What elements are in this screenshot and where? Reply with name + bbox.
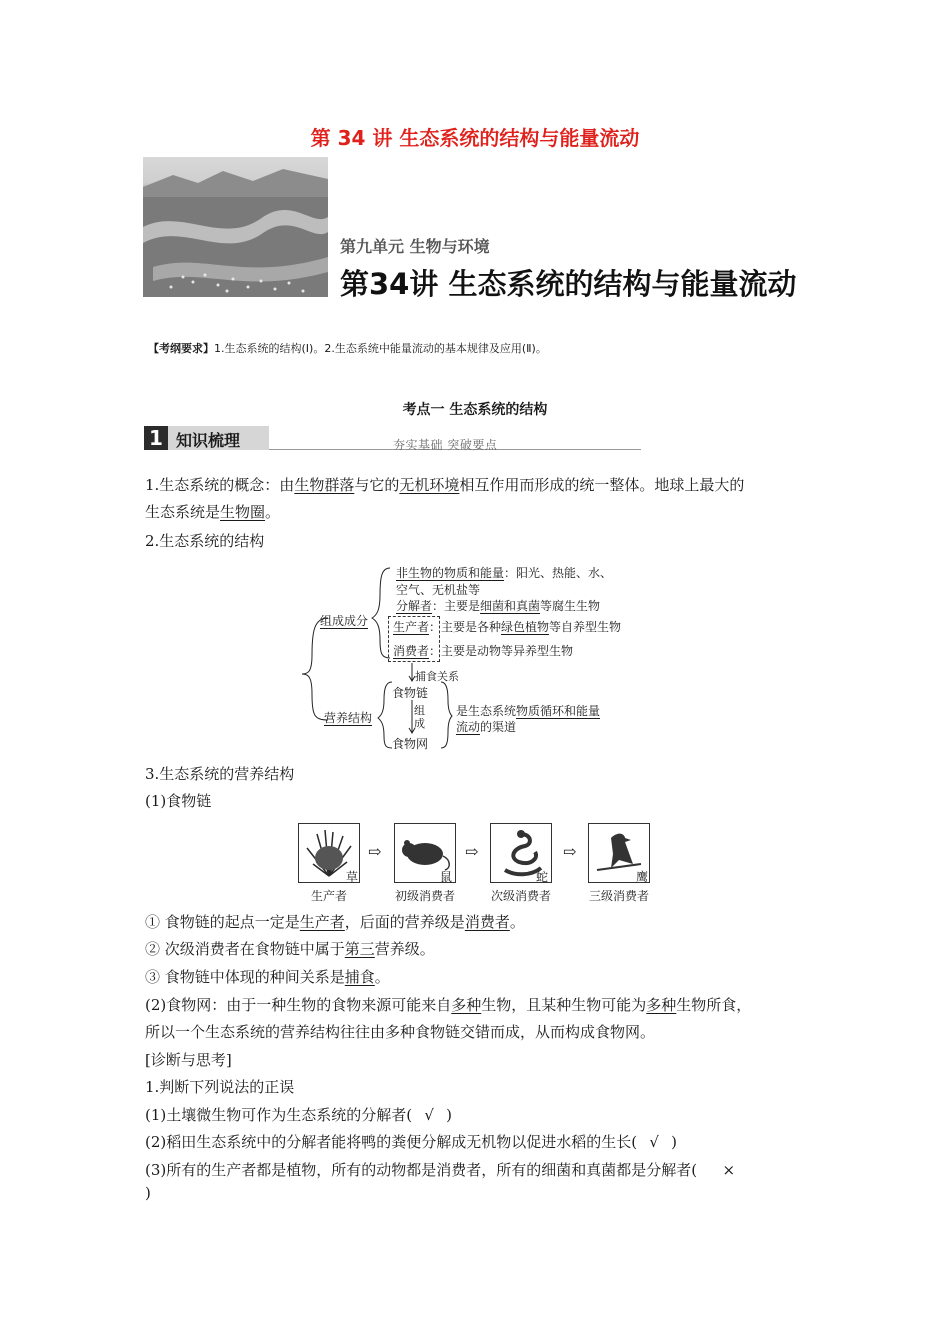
food-web-line2: 所以一个生态系统的营养结构往往由多种食物链交错而成，从而构成食物网。 xyxy=(145,1023,656,1041)
judgement-2: (2)稻田生态系统中的分解者能将鸭的粪便分解成无机物以促进水稻的生长( √ ) xyxy=(145,1133,677,1151)
diagnose-heading: [诊断与思考] xyxy=(145,1051,232,1069)
syllabus-label: 【考纲要求】 xyxy=(148,342,214,355)
food-chain-role-2: 初级消费者 xyxy=(394,889,455,903)
trophic-heading: 3.生态系统的营养结构 xyxy=(145,765,295,783)
banner-unit: 第九单元 生物与环境 xyxy=(340,237,490,256)
diagram-channel-line1: 是生态系统物质循环和能量 xyxy=(456,704,601,718)
ribbon-number: 1 xyxy=(144,426,168,450)
diagram-predation: 捕食关系 xyxy=(415,670,459,683)
diagram-producer: 生产者：主要是各种绿色植物等自养型生物 xyxy=(393,620,622,634)
concept-paragraph-line2: 生态系统是生物圈。 xyxy=(145,503,281,521)
food-chain-role-4: 三级消费者 xyxy=(588,889,649,903)
arrow-right-icon: ⇨ xyxy=(368,842,382,861)
food-chain-name-4: 鹰 xyxy=(636,870,649,884)
page-title: 第 34 讲 生态系统的结构与能量流动 xyxy=(310,126,640,150)
wetland-photo xyxy=(143,157,328,297)
diagram-nutrition: 营养结构 xyxy=(324,711,373,725)
section-heading: 考点一 生态系统的结构 xyxy=(402,402,548,418)
diagram-consumer: 消费者：主要是动物等异养型生物 xyxy=(393,644,574,658)
diagram-compose-1: 组 xyxy=(414,704,425,717)
food-chain-name-2: 鼠 xyxy=(440,870,453,884)
structure-heading: 2.生态系统的结构 xyxy=(145,532,265,550)
food-chain-name-3: 蛇 xyxy=(536,870,549,884)
diagram-food-web: 食物网 xyxy=(392,737,429,751)
ribbon-label: 知识梳理 xyxy=(176,431,241,450)
food-chain-role-1: 生产者 xyxy=(310,889,347,903)
judge-title: 1.判断下列说法的正误 xyxy=(145,1078,295,1096)
diagram-food-chain: 食物链 xyxy=(392,686,429,700)
syllabus-text: 1.生态系统的结构(Ⅰ)。2.生态系统中能量流动的基本规律及应用(Ⅱ)。 xyxy=(214,342,547,355)
arrow-right-icon: ⇨ xyxy=(465,842,479,861)
syllabus-requirements xyxy=(148,340,547,356)
judgement-1: (1)土壤微生物可作为生态系统的分解者( √ ) xyxy=(145,1106,452,1124)
ribbon-subtitle: 夯实基础 突破要点 xyxy=(393,438,498,452)
concept-paragraph-line1: 1.生态系统的概念：由生物群落与它的无机环境相互作用而形成的统一整体。地球上最大的 xyxy=(145,476,745,494)
diagram-decomposer: 分解者：主要是细菌和真菌等腐生生物 xyxy=(396,599,601,613)
food-chain-note-2: ② 次级消费者在食物链中属于第三营养级。 xyxy=(145,940,435,958)
food-chain-note-3: ③ 食物链中体现的种间关系是捕食。 xyxy=(145,968,390,986)
food-chain-name-1: 草 xyxy=(346,870,359,884)
diagram-channel-line2: 流动的渠道 xyxy=(456,720,517,734)
food-web-line1: (2)食物网：由于一种生物的食物来源可能来自多种生物，且某种生物可能为多种生物所食， xyxy=(145,996,752,1014)
food-chain-note-1: ① 食物链的起点一定是生产者，后面的营养级是消费者。 xyxy=(145,913,525,931)
arrow-right-icon: ⇨ xyxy=(563,842,577,861)
food-chain-role-3: 次级消费者 xyxy=(490,889,551,903)
food-chain-heading: (1)食物链 xyxy=(145,792,212,810)
diagram-nonbio: 非生物的物质和能量：阳光、热能、水、 xyxy=(396,566,613,580)
diagram-composition: 组成成分 xyxy=(320,614,369,628)
banner-title: 第34讲 生态系统的结构与能量流动 xyxy=(340,267,797,301)
diagram-nonbio-line2: 空气、无机盐等 xyxy=(396,583,481,597)
judgement-3: (3)所有的生产者都是植物，所有的动物都是消费者，所有的细菌和真菌都是分解者( × ) xyxy=(145,1161,736,1202)
diagram-compose-2: 成 xyxy=(414,717,425,730)
